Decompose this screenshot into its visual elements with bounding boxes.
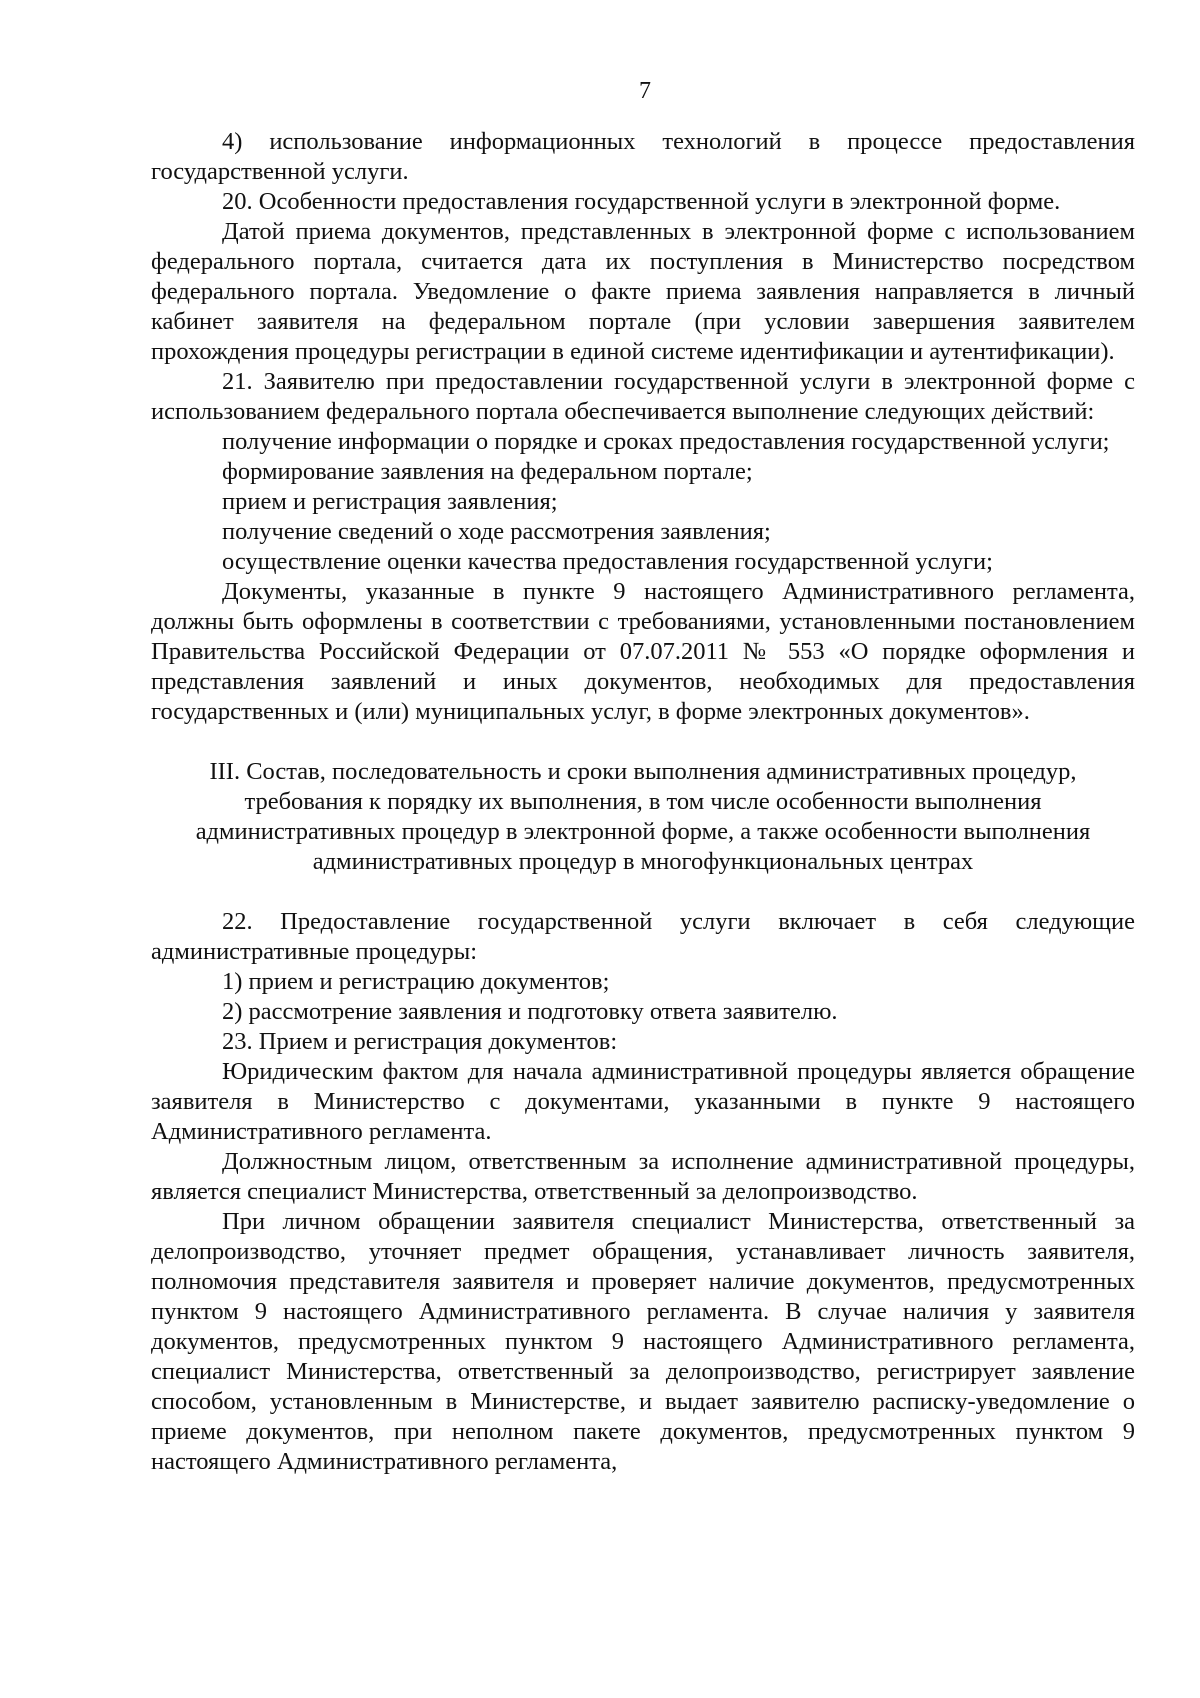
page-number: 7: [639, 78, 651, 104]
document-body: [151, 127, 1135, 1477]
paragraph-item-4: 4) использование информационных технологий в процессе предоставления государственной услуги.: [151, 128, 1135, 185]
paragraph-20: 20. Особенности предоставления государственной услуги в электронной форме.: [222, 188, 1061, 215]
paragraph-receipt-date: Датой приема документов, представленных в электронной форме с использованием федерального портала, считается дата их поступления в Министерство посредством федерального портала. Уведомление о факте приема заявления направляется в личный кабинет заявителя на федеральном портале (при условии завершения заявителем прохождения процедуры регистрации в единой системе идентификации и аутентификации).: [151, 218, 1135, 365]
paragraph-personal-appeal: При личном обращении заявителя специалист Министерства, ответственный за делопроизводство, уточняет предмет обращения, устанавливает личность заявителя, полномочия представителя заявителя и проверяет наличие документов, предусмотренных пунктом 9 настоящего Административного регламента. В случае наличия у заявителя документов, предусмотренных пунктом 9 настоящего Административного регламента, специалист Министерства, ответственный за делопроизводство, регистрирует заявление способом, установленным в Министерстве, и выдает заявителю расписку-уведомление о приеме документов, при неполном пакете документов, предусмотренных пунктом 9 настоящего Административного регламента,: [151, 1208, 1135, 1475]
list-item-procedure-2: 2) рассмотрение заявления и подготовку ответа заявителю.: [222, 998, 838, 1025]
list-item-registration: прием и регистрация заявления;: [222, 488, 558, 515]
list-item-status: получение сведений о ходе рассмотрения заявления;: [222, 518, 771, 545]
list-item-forming: формирование заявления на федеральном портале;: [222, 458, 753, 485]
list-item-quality: осуществление оценки качества предоставления государственной услуги;: [222, 548, 993, 575]
list-item-info: получение информации о порядке и сроках предоставления государственной услуги;: [222, 428, 1110, 455]
list-item-procedure-1: 1) прием и регистрацию документов;: [222, 968, 610, 995]
paragraph-22: 22. Предоставление государственной услуги включает в себя следующие административные процедуры:: [151, 908, 1135, 965]
section-heading-iii: III. Состав, последовательность и сроки выполнения административных процедур, требования к порядку их выполнения, в том числе особенности выполнения административных процедур в электронной форме, а также особенности выполнения административных процедур в многофункциональных центрах: [195, 758, 1091, 875]
paragraph-legal-fact: Юридическим фактом для начала административной процедуры является обращение заявителя в Министерство с документами, указанными в пункте 9 настоящего Административного регламента.: [151, 1058, 1135, 1145]
paragraph-documents: Документы, указанные в пункте 9 настоящего Административного регламента, должны быть оформлены в соответствии с требованиями, установленными постановлением Правительства Российской Федерации от 07.07.2011 № 553 «О порядке оформления и представления заявлений и иных документов, необходимых для предоставления государственных и (или) муниципальных услуг, в форме электронных документов».: [151, 578, 1135, 725]
paragraph-21: 21. Заявителю при предоставлении государственной услуги в электронной форме с использованием федерального портала обеспечивается выполнение следующих действий:: [151, 368, 1135, 425]
paragraph-responsible-official: Должностным лицом, ответственным за исполнение административной процедуры, является специалист Министерства, ответственный за делопроизводство.: [151, 1148, 1135, 1205]
paragraph-23: 23. Прием и регистрация документов:: [222, 1028, 618, 1055]
